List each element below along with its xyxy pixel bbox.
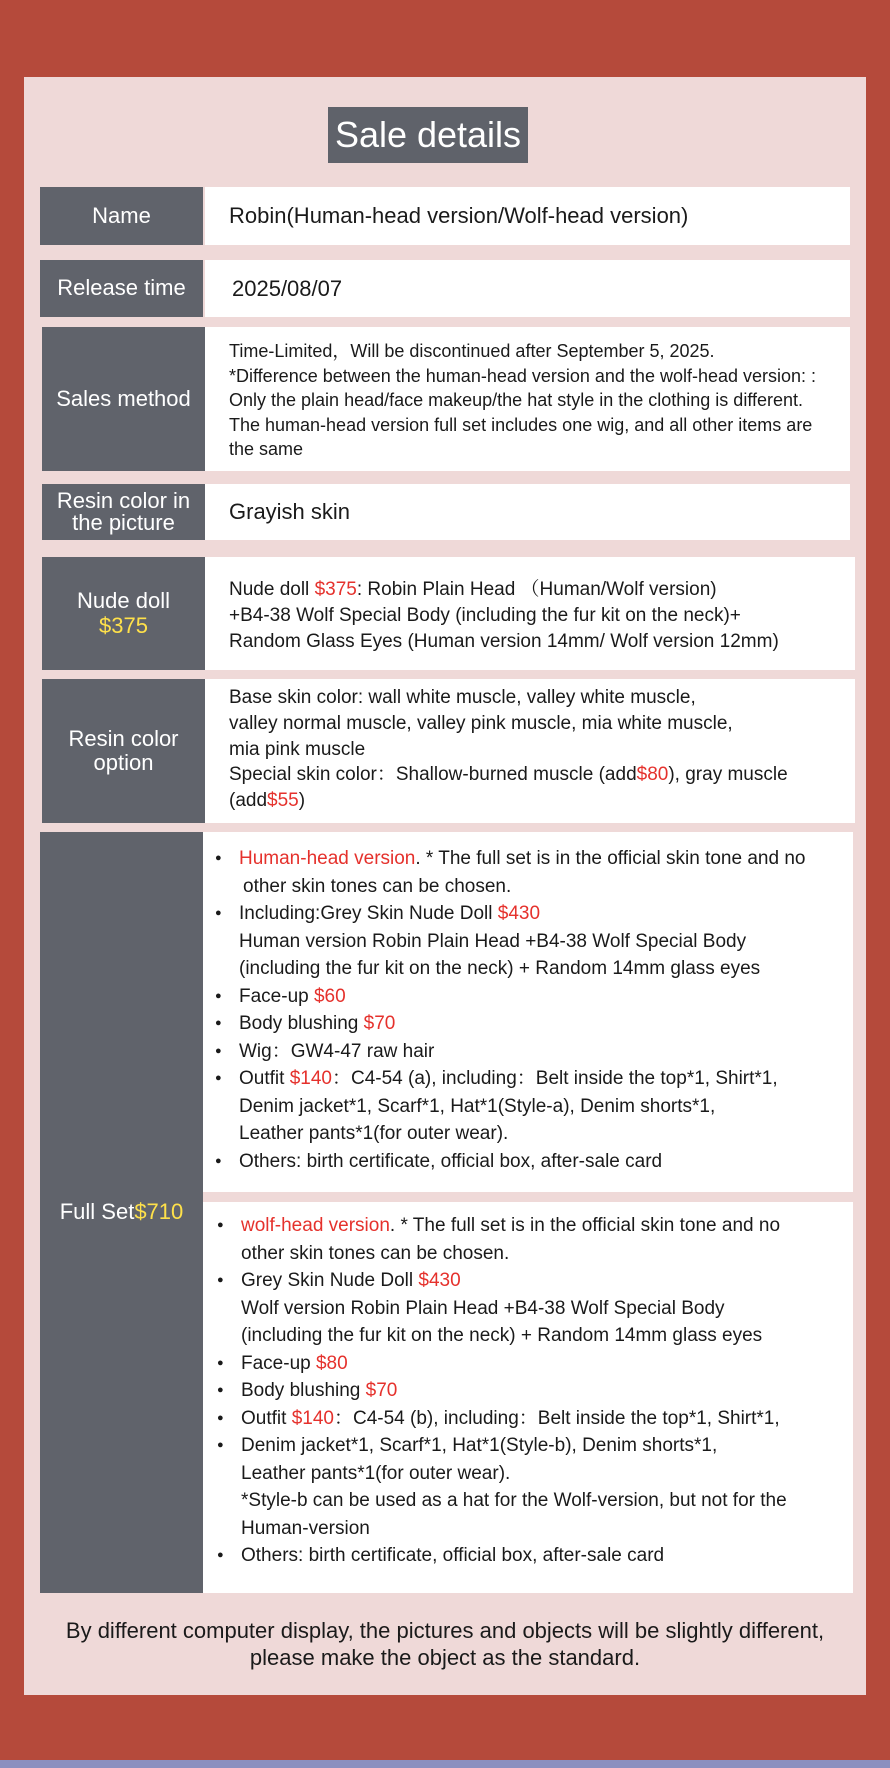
release-time-value: 2025/08/07 (205, 260, 850, 317)
resin-option-line: valley normal muscle, valley pink muscle, mia white muscle, (229, 712, 733, 734)
list-text: Leather pants*1(for outer wear). (241, 1462, 511, 1484)
list-text: other skin tones can be chosen. (241, 1242, 510, 1264)
sales-method-label: Sales method (42, 327, 205, 471)
disclaimer (24, 1617, 866, 1671)
page-title: Sale details (328, 107, 528, 163)
resin-option-price: $80 (636, 764, 669, 786)
list-text: Denim jacket*1, Scarf*1, Hat*1(Style-a), Denim shorts*1, (239, 1095, 716, 1117)
full-set-label (40, 832, 203, 1593)
list-price: $140 (289, 1068, 332, 1089)
list-text: Face-up (241, 1352, 316, 1374)
list-item (203, 1065, 853, 1148)
list-text: . * The full set is in the official skin tone and no (389, 1215, 781, 1236)
nude-text: : Robin Plain Head （Human/Wolf version) (356, 579, 717, 600)
wolf-head-title: wolf-head version (241, 1215, 390, 1236)
release-time-label: Release time (40, 260, 203, 317)
list-item (205, 1212, 853, 1267)
list-text: Leather pants*1(for outer wear). (239, 1123, 509, 1144)
list-price: $70 (365, 1380, 398, 1401)
sales-line: The human-head version full set includes one wig, and all other items are (229, 414, 813, 435)
list-text: Outfit (239, 1068, 290, 1089)
list-item (203, 983, 853, 1011)
bottom-strip (0, 1760, 890, 1768)
list-price: $80 (315, 1352, 348, 1374)
resin-option-label (42, 679, 205, 823)
resin-option-line: Base skin color: wall white muscle, valley white muscle, (229, 687, 696, 708)
human-head-list (203, 845, 853, 1175)
list-item (205, 1350, 853, 1378)
wolf-head-section (203, 1202, 853, 1593)
list-item (203, 1010, 853, 1038)
list-price: $430 (497, 903, 541, 924)
nude-line: Random Glass Eyes (Human version 14mm/ Wolf version 12mm) (229, 631, 779, 652)
human-head-title: Human-head version (239, 848, 416, 869)
sales-line: *Difference between the human-head version and the wolf-head version: : (229, 365, 817, 386)
list-text: Including:Grey Skin Nude Doll (239, 903, 498, 924)
list-text: ：C4-54 (b), including：Belt inside the top*1, Shirt*1, (333, 1407, 780, 1429)
disclaimer-line: please make the object as the standard. (249, 1645, 641, 1670)
list-text: Body blushing (241, 1380, 366, 1401)
resin-option-text: ) (298, 790, 306, 812)
nude-line (229, 577, 845, 603)
list-item: ● Others: birth certificate, official box, after-sale card (205, 1542, 853, 1570)
list-price: $70 (363, 1013, 396, 1034)
wolf-head-list (205, 1212, 853, 1570)
list-item (205, 1405, 853, 1433)
disclaimer-line: By different computer display, the pictures and objects will be slightly different, (65, 1618, 825, 1643)
resin-option-line (229, 762, 845, 788)
list-item (205, 1432, 853, 1542)
resin-option-label-line: option (93, 750, 154, 775)
list-item (203, 900, 853, 983)
list-text: . * The full set is in the official skin tone and no (415, 848, 806, 869)
list-text: Human-version (241, 1517, 370, 1539)
resin-picture-label-line: the picture (72, 510, 175, 535)
nude-line: +B4-38 Wolf Special Body (including the fur kit on the neck)+ (229, 605, 741, 626)
list-text: Face-up (239, 985, 314, 1007)
list-price: $140 (291, 1407, 334, 1429)
sales-method-value (205, 327, 850, 471)
list-text: other skin tones can be chosen. (243, 875, 512, 897)
nude-price-inline: $375 (314, 579, 357, 600)
full-set-label-text: Full Set (59, 1199, 135, 1225)
list-item (205, 1267, 853, 1350)
name-label: Name (40, 187, 203, 245)
list-text: Wolf version Robin Plain Head +B4-38 Wolf Special Body (241, 1297, 725, 1319)
resin-option-value (205, 679, 855, 823)
list-price: $430 (418, 1270, 461, 1291)
list-item: ● Others: birth certificate, official box, after-sale card (203, 1148, 853, 1176)
resin-option-text: (add (229, 790, 268, 812)
resin-option-text: Special skin color：Shallow-burned muscle (add (229, 764, 637, 786)
nude-doll-value (205, 557, 855, 670)
list-text: ：C4-54 (a), including：Belt inside the top*1, Shirt*1, (331, 1068, 778, 1089)
resin-option-line: mia pink muscle (229, 738, 366, 760)
full-set-price: $710 (134, 1199, 184, 1225)
resin-picture-label (42, 484, 205, 540)
resin-option-text: ), gray muscle (668, 764, 788, 786)
list-item (205, 1377, 853, 1405)
list-text: Outfit (241, 1407, 292, 1429)
list-text: *Style-b can be used as a hat for the Wolf-version, but not for the (241, 1490, 787, 1511)
nude-doll-label (42, 557, 205, 670)
list-item (203, 845, 853, 900)
list-text: (including the fur kit on the neck) + Random 14mm glass eyes (239, 958, 761, 979)
sales-line: the same (229, 439, 304, 459)
list-text: Denim jacket*1, Scarf*1, Hat*1(Style-b), Denim shorts*1, (241, 1435, 718, 1456)
list-price: $60 (313, 985, 346, 1007)
list-text: Human version Robin Plain Head +B4-38 Wolf Special Body (239, 930, 747, 952)
sales-line: Only the plain head/face makeup/the hat style in the clothing is different. (229, 390, 804, 410)
resin-option-label-line: Resin color (68, 725, 179, 751)
list-text: Grey Skin Nude Doll (241, 1270, 419, 1291)
nude-text: Nude doll (229, 579, 315, 600)
human-head-section (203, 832, 853, 1192)
list-text: Body blushing (239, 1013, 364, 1034)
resin-option-price: $55 (267, 790, 299, 812)
list-item: ● Wig：GW4-47 raw hair (203, 1038, 853, 1066)
name-value: Robin(Human-head version/Wolf-head version) (205, 187, 850, 245)
resin-picture-value: Grayish skin (205, 484, 850, 540)
sales-line: Time-Limited，Will be discontinued after September 5, 2025. (229, 341, 715, 361)
resin-option-line (229, 788, 845, 814)
nude-doll-price: $375 (99, 612, 148, 638)
resin-picture-label-line: Resin color in (56, 488, 191, 513)
nude-doll-label-text: Nude doll (77, 588, 170, 614)
list-text: (including the fur kit on the neck) + Random 14mm glass eyes (241, 1325, 763, 1346)
sale-details-panel (24, 77, 866, 1695)
